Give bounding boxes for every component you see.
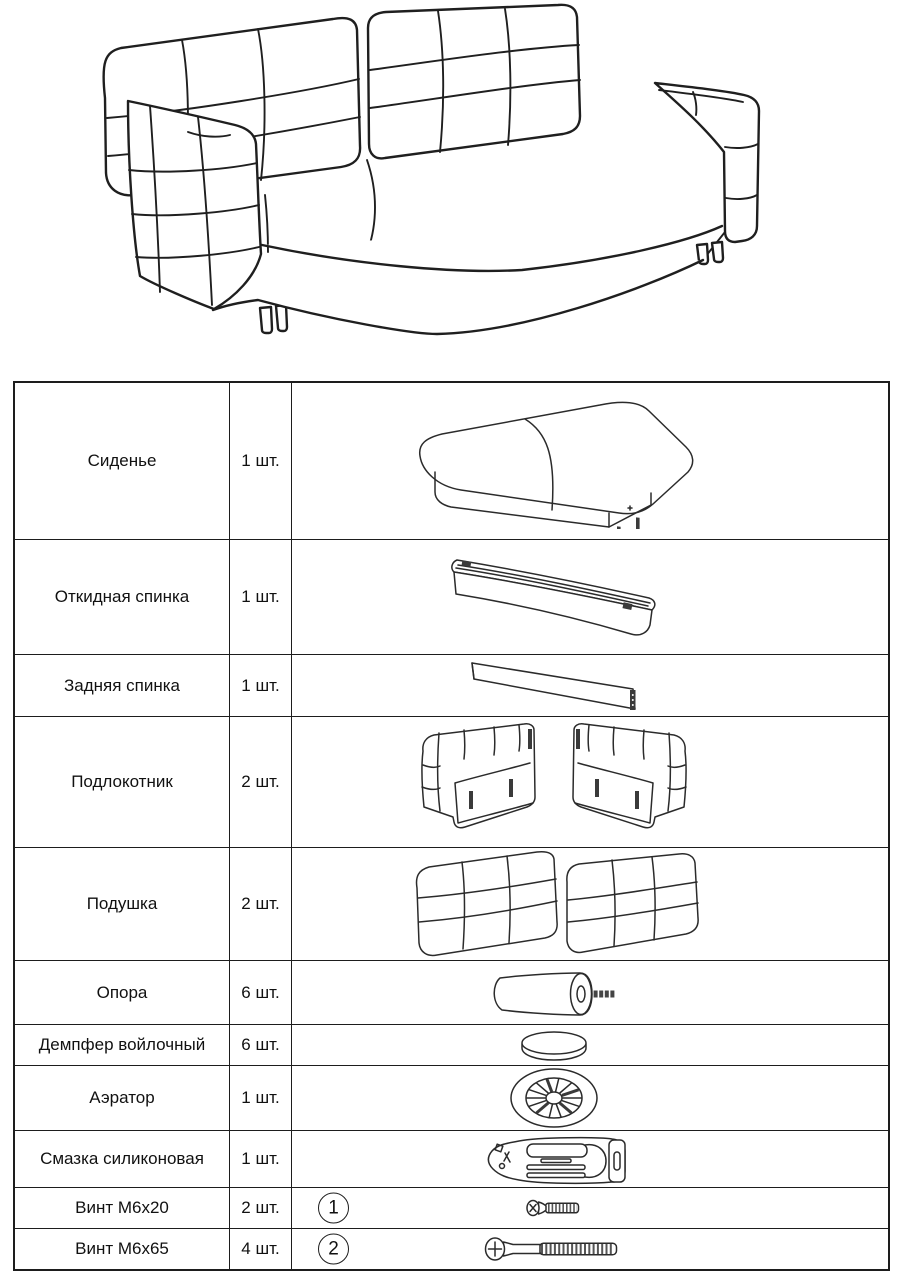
part-qty	[230, 848, 292, 960]
part-qty	[230, 540, 292, 654]
table-row-felt-damper	[15, 1025, 888, 1066]
part-figure-cell	[292, 655, 888, 716]
screw-m6x65-illustration	[484, 1234, 624, 1264]
marker-number: 1	[328, 1197, 339, 1218]
part-figure-cell	[292, 1229, 888, 1269]
table-row-aerator	[15, 1066, 888, 1131]
part-name-label: Откидная спинка	[54, 587, 190, 607]
part-qty-label: 6 шт.	[241, 1035, 280, 1054]
part-qty-label: 1 шт.	[241, 587, 280, 606]
cylindrical-leg-illustration	[482, 965, 627, 1021]
table-row-screw-m6x20	[15, 1188, 888, 1229]
part-name	[15, 1131, 230, 1187]
table-row-silicone-grease	[15, 1131, 888, 1188]
part-figure-cell	[292, 1131, 888, 1187]
table-row-folding-backrest	[15, 540, 888, 655]
part-name	[15, 1188, 230, 1228]
screw-1-marker	[318, 1193, 349, 1224]
sofa-illustration	[92, 2, 767, 352]
screw-2-marker	[318, 1234, 349, 1265]
part-name	[15, 540, 230, 654]
part-figure-cell	[292, 1066, 888, 1130]
part-name-label: Смазка силиконовая	[40, 1149, 204, 1169]
part-name-label: Подлокотник	[71, 772, 173, 792]
aerator-illustration	[497, 1067, 612, 1129]
part-name	[15, 717, 230, 847]
part-qty	[230, 1188, 292, 1228]
table-row-armrest	[15, 717, 888, 848]
part-figure-cell	[292, 717, 888, 847]
part-name	[15, 655, 230, 716]
felt-damper-illustration	[509, 1027, 599, 1063]
part-qty-label: 6 шт.	[241, 982, 280, 1002]
screw-m6x20-illustration	[525, 1198, 583, 1218]
part-name	[15, 383, 230, 539]
part-qty-label: 1 шт.	[241, 675, 280, 695]
part-figure-cell	[292, 961, 888, 1024]
table-row-leg	[15, 961, 888, 1025]
part-name-label: Подушка	[86, 894, 158, 914]
part-qty-label: 1 шт.	[241, 451, 280, 470]
part-name-label: Сиденье	[87, 451, 157, 471]
part-qty-label: 1 шт.	[241, 1088, 280, 1107]
part-qty	[230, 1229, 292, 1269]
part-figure-cell	[292, 848, 888, 960]
part-qty	[230, 717, 292, 847]
part-qty-label: 4 шт.	[241, 1239, 280, 1258]
part-name-label: Аэратор	[89, 1088, 155, 1108]
part-qty-label: 2 шт.	[241, 1198, 280, 1217]
part-qty	[230, 961, 292, 1024]
part-name-label: Винт М6х20	[75, 1198, 169, 1218]
table-row-seat	[15, 383, 888, 540]
part-qty	[230, 1066, 292, 1130]
part-name	[15, 1066, 230, 1130]
part-name-label: Демпфер войлочный	[38, 1035, 206, 1055]
part-qty	[230, 1131, 292, 1187]
part-name	[15, 848, 230, 960]
parts-table	[13, 381, 890, 1271]
part-name	[15, 1025, 230, 1065]
part-qty	[230, 383, 292, 539]
part-qty	[230, 655, 292, 716]
part-qty	[230, 1025, 292, 1065]
armrest-pair-illustration	[409, 721, 699, 843]
marker-number: 2	[328, 1238, 339, 1259]
silicone-grease-pack-illustration	[479, 1133, 629, 1185]
table-row-screw-m6x65	[15, 1229, 888, 1269]
part-name-label: Опора	[96, 982, 148, 1002]
part-name	[15, 1229, 230, 1269]
part-name	[15, 961, 230, 1024]
rear-back-panel-illustration	[447, 657, 662, 715]
part-figure-cell	[292, 1025, 888, 1065]
folding-backrest-illustration	[427, 546, 682, 649]
table-row-cushion	[15, 848, 888, 961]
part-figure-cell	[292, 1188, 888, 1228]
seat-illustration	[404, 394, 704, 529]
part-qty-label: 2 шт.	[241, 894, 280, 913]
table-row-rear-back-panel	[15, 655, 888, 717]
part-qty-label: 2 шт.	[241, 772, 280, 791]
part-figure-cell	[292, 383, 888, 539]
part-name-label: Винт М6х65	[75, 1239, 169, 1259]
part-qty-label: 1 шт.	[241, 1149, 280, 1168]
cushion-pair-illustration	[407, 850, 702, 958]
part-name-label: Задняя спинка	[63, 675, 181, 695]
part-figure-cell	[292, 540, 888, 654]
